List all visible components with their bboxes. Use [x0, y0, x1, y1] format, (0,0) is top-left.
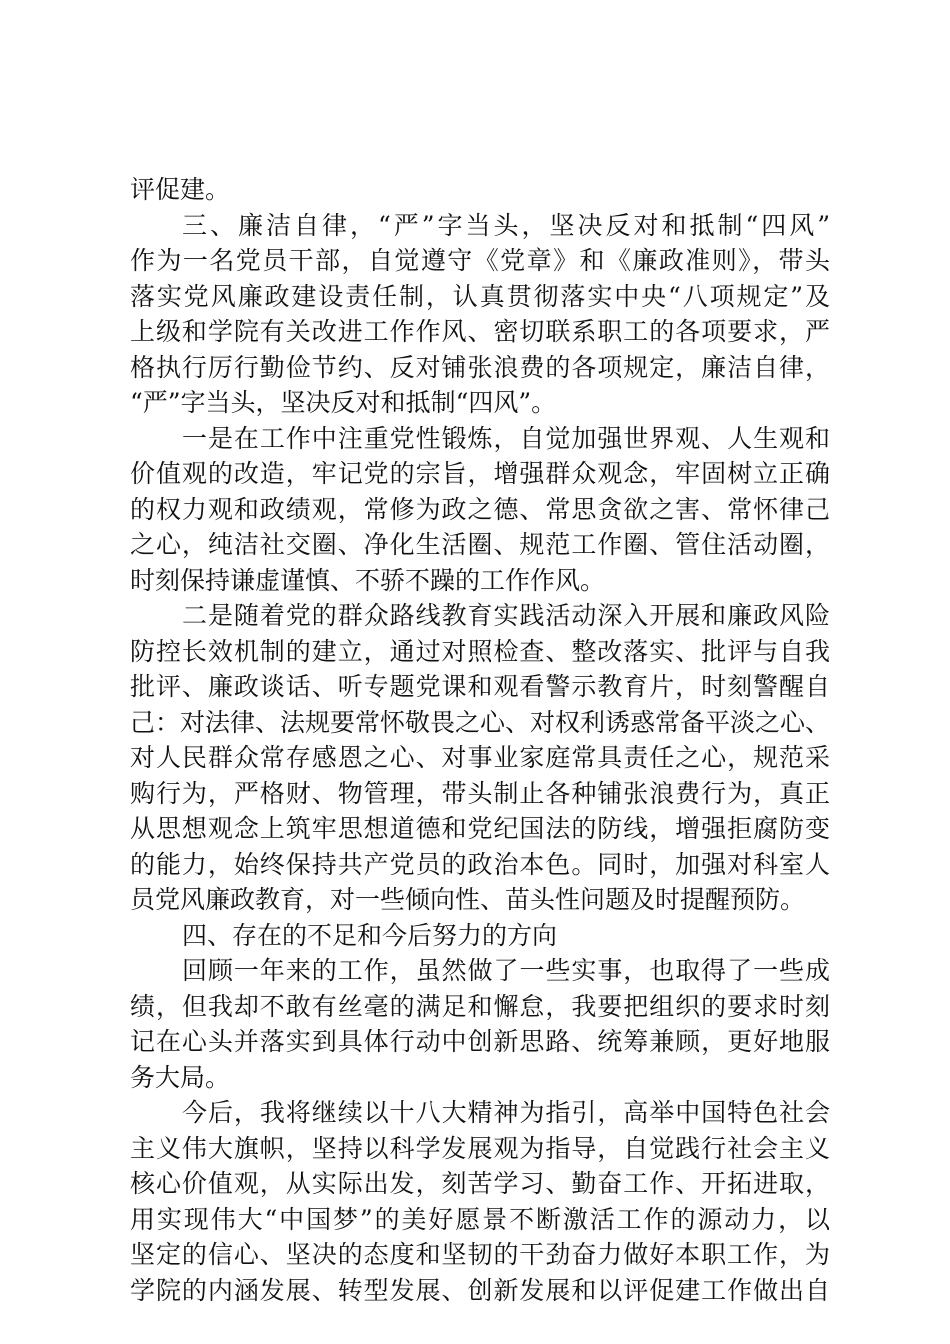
text-line: 回顾一年来的工作，虽然做了一些实事，也取得了一些成 [182, 956, 830, 985]
text-line: 学院的内涵发展、转型发展、创新发展和以评促建工作做出自 [130, 1275, 830, 1305]
text-line: 对人民群众常存感恩之心、对事业家庭常具责任之心，规范采 [130, 743, 830, 772]
text-line: 坚定的信心、坚决的态度和坚韧的干劲奋力做好本职工作，为 [130, 1240, 830, 1269]
text-line: 一是在工作中注重党性锻炼，自觉加强世界观、人生观和 [182, 423, 830, 453]
text-line: 之心，纯洁社交圈、净化生活圈、规范工作圈、管住活动圈， [130, 530, 830, 559]
text-line: 三、廉洁自律，“严”字当头，坚决反对和抵制“四风” [182, 210, 830, 240]
text-line: 购行为，严格财、物管理，带头制止各种铺张浪费行为，真正 [130, 778, 830, 808]
text-line: 时刻保持谦虚谨慎、不骄不躁的工作作风。 [130, 565, 606, 595]
text-line: 的权力观和政绩观，常修为政之德、常思贪欲之害、常怀律己 [130, 494, 830, 524]
text-line: 上级和学院有关改进工作作风、密切联系职工的各项要求，严 [130, 317, 830, 346]
document-body [130, 172, 830, 1308]
text-line: 绩，但我却不敢有丝毫的满足和懈怠，我要把组织的要求时刻 [130, 991, 830, 1021]
text-line: 从思想观念上筑牢思想道德和党纪国法的防线，增强拒腐防变 [130, 814, 830, 843]
text-line: “严”字当头，坚决反对和抵制“四风”。 [130, 388, 557, 417]
text-line: 评促建。 [130, 175, 231, 204]
text-line: 己：对法律、法规要常怀敬畏之心、对权利诱惑常备平淡之心、 [130, 707, 831, 737]
text-line: 用实现伟大“中国梦”的美好愿景不断激活工作的源动力，以 [130, 1204, 830, 1234]
text-line: 作为一名党员干部，自觉遵守《党章》和《廉政准则》，带头 [130, 246, 830, 275]
text-line: 二是随着党的群众路线教育实践活动深入开展和廉政风险 [182, 601, 830, 630]
text-line: 格执行厉行勤俭节约、反对铺张浪费的各项规定，廉洁自律， [130, 352, 830, 382]
text-line: 四、存在的不足和今后努力的方向 [182, 920, 558, 950]
text-line: 价值观的改造，牢记党的宗旨，增强群众观念，牢固树立正确 [130, 459, 830, 488]
text-line: 防控长效机制的建立，通过对照检查、整改落实、批评与自我 [130, 636, 830, 666]
text-line: 主义伟大旗帜，坚持以科学发展观为指导，自觉践行社会主义 [130, 1133, 830, 1163]
text-line: 记在心头并落实到具体行动中创新思路、统筹兼顾，更好地服 [130, 1027, 830, 1056]
text-line: 批评、廉政谈话、听专题党课和观看警示教育片，时刻警醒自 [130, 672, 830, 701]
text-line: 落实党风廉政建设责任制，认真贯彻落实中央“八项规定”及 [130, 281, 830, 311]
text-line: 的能力，始终保持共产党员的政治本色。同时，加强对科室人 [130, 849, 830, 879]
text-line: 核心价值观，从实际出发，刻苦学习、勤奋工作、开拓进取， [130, 1169, 830, 1198]
text-line: 务大局。 [130, 1062, 231, 1092]
text-line: 员党风廉政教育，对一些倾向性、苗头性问题及时提醒预防。 [130, 885, 806, 914]
text-line: 今后，我将继续以十八大精神为指引，高举中国特色社会 [182, 1098, 830, 1127]
